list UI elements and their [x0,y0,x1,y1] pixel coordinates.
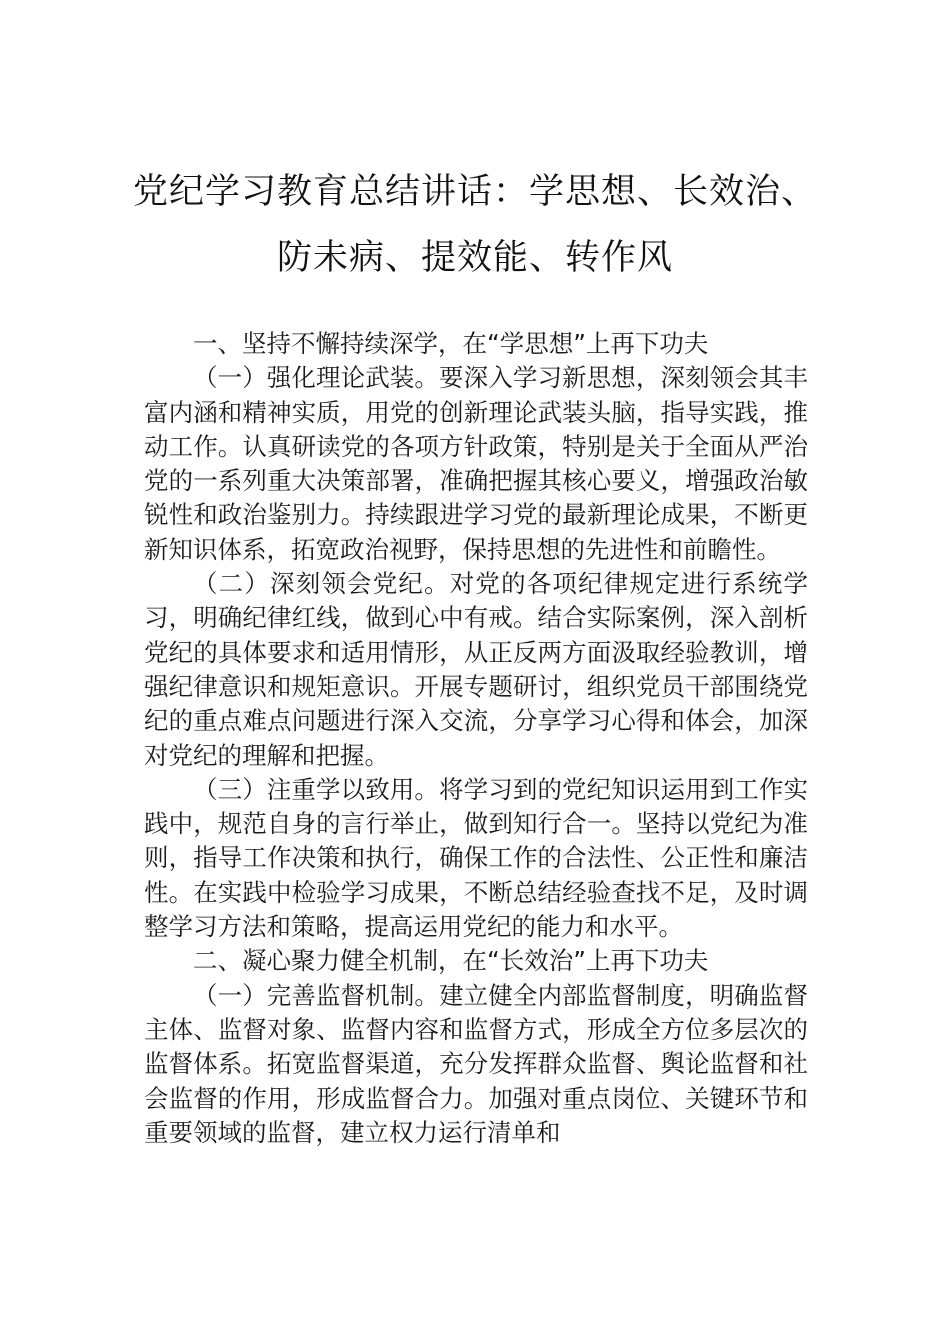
section-heading-2: 二、凝心聚力健全机制，在“长效治”上再下功夫 [193,946,709,976]
section-heading-1: 一、坚持不懈持续深学，在“学思想”上再下功夫 [193,329,709,358]
document-title-line-2: 防未病、提效能、转作风 [276,238,673,278]
paragraph-1-2: （二）深刻领会党纪。对党的各项纪律规定进行系统学习，明确纪律红线，做到心中有戒。结合实际案例，深入剖析党纪的具体要求和适用情形，从正反两方面汲取经验教训，增强纪律意识和规矩意识。开展专题研讨，组织党员干部围绕党纪的重点难点问题进行深入交流，分享学习心得和体会，加深对党纪的理解和把握。 [144,569,808,770]
paragraph-1-3: （三）注重学以致用。将学习到的党纪知识运用到工作实践中，规范自身的言行举止，做到知行合一。坚持以党纪为准则，指导工作决策和执行，确保工作的合法性、公正性和廉洁性。在实践中检验学习成果，不断总结经验查找不足，及时调整学习方法和策略，提高运用党纪的能力和水平。 [144,774,808,942]
document-body [144,327,808,1150]
paragraph-2-1: （一）完善监督机制。建立健全内部监督制度，明确监督主体、监督对象、监督内容和监督方式，形成全方位多层次的监督体系。拓宽监督渠道，充分发挥群众监督、舆论监督和社会监督的作用，形成监督合力。加强对重点岗位、关键环节和重要领域的监督，建立权力运行清单和 [144,980,808,1147]
paragraph-1-1: （一）强化理论武装。要深入学习新思想，深刻领会其丰富内涵和精神实质，用党的创新理论武装头脑，指导实践，推动工作。认真研读党的各项方针政策，特别是关于全面从严治党的一系列重大决策部署，准确把握其核心要义，增强政治敏锐性和政治鉴别力。持续跟进学习党的最新理论成果，不断更新知识体系，拓宽政治视野，保持思想的先进性和前瞻性。 [144,363,808,564]
document-title-line-1: 党纪学习教育总结讲话：学思想、长效治、 [132,172,817,212]
